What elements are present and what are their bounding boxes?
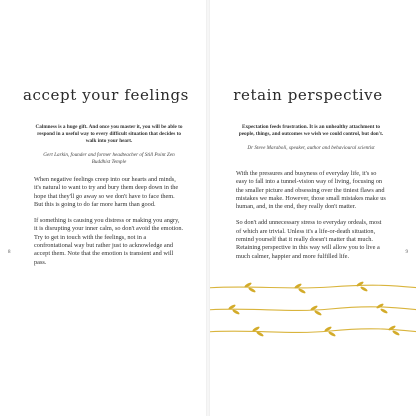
paragraph: So don't add unnecessary stress to everyday ordeals, most of which are trivial. Unless it's a life-or-death situation, remind yourself that it really doesn't matter that much. Retaining perspective in this way will allow you to live a much calmer, happier and more fulfilled life. xyxy=(236,219,382,260)
gold-vine-illustration xyxy=(210,276,416,346)
quote: Calmness is a huge gift. And once you master it, you will be able to respond in a useful way to every difficult situation that decides to walk into your heart. xyxy=(35,124,183,144)
vine-stem xyxy=(210,329,416,333)
paragraph: When negative feelings creep into our hearts and minds, it's natural to want to try and bury them deep down in the hope that they'll go away so we don't have to face them. But this is going to do far more harm than good. xyxy=(34,176,179,208)
left-page xyxy=(0,0,206,416)
paragraph: With the pressures and busyness of everyday life, it's so easy to fall into a tunnel-vision way of living, focusing on the smaller picture and obsessing over the tiniest flaws and mistakes we make. However, those small mistakes make us human, and, in the end, they really don't matter. xyxy=(236,170,386,211)
quote-attribution: Gert Larkin, founder and former headteacher of Still Point Zen Buddhist Temple xyxy=(43,152,175,165)
page-heading: retain perspective xyxy=(233,86,383,104)
body-text xyxy=(236,170,386,269)
quote-attribution: Dr Steve Maraboli, speaker, author and behavioural scientist xyxy=(247,145,375,151)
body-text xyxy=(34,176,184,275)
vine-stem xyxy=(210,285,416,288)
right-page xyxy=(210,0,416,416)
paragraph: If something is causing you distress or making you angry, it is disrupting your inner calm, so don't avoid the emotion. Try to get in touch with the feelings, not in a confrontational way but rather just to acknowledge and accept them. Note that the emotion is transient and will pass. xyxy=(34,217,184,266)
page-heading: accept your feelings xyxy=(23,86,189,104)
quote: Expectation feeds frustration. It is an unhealthy attachment to people, things, and outcomes we wish we could control, but don't. xyxy=(238,124,384,137)
page-number: 9 xyxy=(405,250,408,255)
page-number: 8 xyxy=(8,250,11,255)
